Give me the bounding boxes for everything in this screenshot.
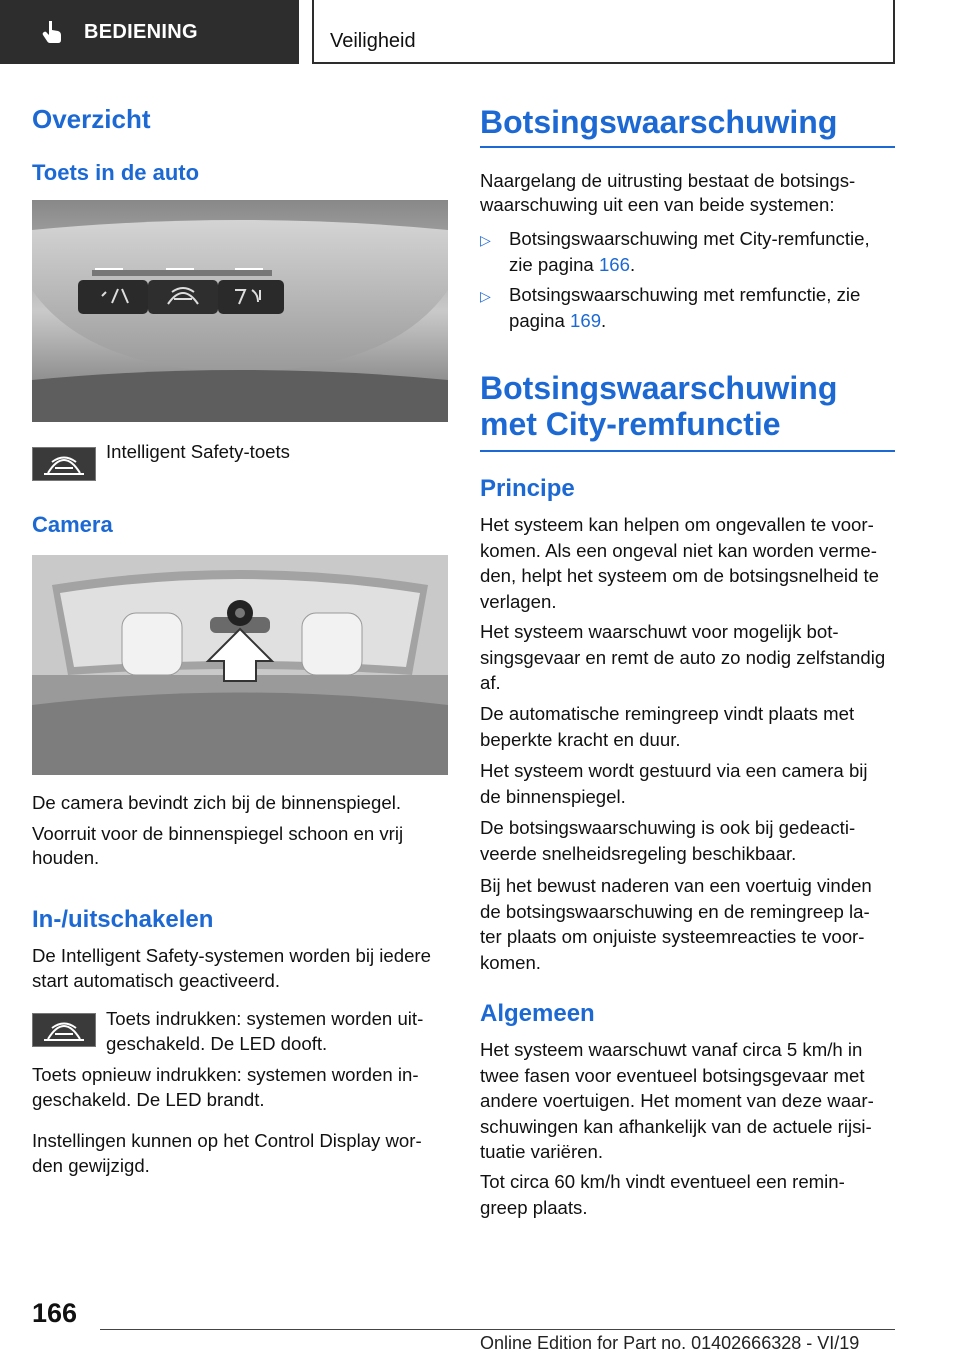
pr6-line: Bij het bewust naderen van een voertuig vinden: [480, 875, 872, 896]
pointing-hand-icon: [42, 20, 64, 44]
heading-rule: [480, 146, 895, 148]
chapter-header: [312, 0, 895, 64]
al1-line: tuatie variëren.: [480, 1141, 603, 1162]
bullet-1-dot: .: [629, 254, 636, 275]
list-item: [480, 226, 900, 278]
edition-text: Online Edition for Part no. 01402666328 - VI/19: [480, 1333, 860, 1353]
inuit-text-2b: geschakeld. De LED brandt.: [32, 1089, 265, 1110]
list-item: [480, 282, 900, 334]
bullet-1-line-b: [509, 252, 899, 278]
camera-text-2a: Voorruit voor de binnenspiegel schoon en vrij: [32, 823, 404, 844]
camera-photo: [32, 555, 448, 775]
pr5-line: De botsingswaarschuwing is ook bij gedeacti-: [480, 817, 856, 838]
heading-overzicht: Overzicht: [32, 104, 151, 134]
heading-rule: [480, 450, 895, 452]
camera-text-1: De camera bevindt zich bij de binnenspiegel.: [32, 792, 401, 813]
page-number: 166: [32, 1298, 78, 1328]
inuit-text-3b: den gewijzigd.: [32, 1155, 150, 1176]
pr6-line: de botsingswaarschuwing en de remingreep la-: [480, 900, 870, 922]
inuit-text-1a: De Intelligent Safety-systemen worden bij iedere: [32, 945, 431, 966]
section-title: BEDIENING: [84, 20, 198, 43]
bullet-1-prefix: zie pagina: [509, 254, 599, 275]
pr1-line: verlagen.: [480, 590, 557, 612]
pr4-line: de binnenspiegel.: [480, 785, 626, 807]
heading-city-a: Botsingswaarschuwing: [480, 370, 838, 406]
pr1-line: den, helpt het systeem om de botsingsnelheid te: [480, 565, 879, 586]
intro-text-b: waarschuwing uit een van beide systemen:: [480, 194, 835, 215]
bullet-2-dot: .: [601, 310, 607, 331]
heading-botsingswaarschuwing: Botsingswaarschuwing: [480, 104, 838, 140]
pr5-line: veerde snelheidsregeling beschikbaar.: [480, 842, 797, 864]
pr2-line: singsgevaar en remt de auto zo nodig zelfstandig: [480, 646, 886, 668]
heading-city-b: met City-remfunctie: [480, 406, 781, 442]
heading-in-uit: In-/uitschakelen: [32, 906, 214, 933]
inuit-icon-text-b: geschakeld. De LED dooft.: [106, 1033, 328, 1054]
bullet-2-line-b: [509, 308, 899, 334]
footer-rule: [100, 1329, 895, 1330]
intro-text-a: Naargelang de uitrusting bestaat de botsings-: [480, 170, 856, 191]
chapter-title: Veiligheid: [330, 30, 416, 52]
al1-line: twee fasen voor eventueel botsingsgevaar met: [480, 1064, 865, 1086]
button-panel-photo: [32, 200, 448, 422]
heading-algemeen: Algemeen: [480, 1000, 595, 1027]
al1-line: Het systeem waarschuwt vanaf circa 5 km/h in: [480, 1039, 863, 1060]
page-link-169[interactable]: 169: [570, 310, 602, 331]
al1-line: schuwingen kan afhankelijk van de actuele rijsi-: [480, 1115, 872, 1137]
page-link-166[interactable]: 166: [598, 254, 630, 275]
pr3-line: beperkte kracht en duur.: [480, 728, 681, 750]
inuit-text-2a: Toets opnieuw indrukken: systemen worden in-: [32, 1064, 419, 1085]
bullet-2-line-a: Botsingswaarschuwing met remfunctie, zie: [509, 284, 861, 305]
bullet-2-prefix: pagina: [509, 310, 571, 331]
camera-text-2b: houden.: [32, 847, 100, 868]
pr2-line: Het systeem waarschuwt voor mogelijk bot-: [480, 621, 839, 642]
safety-button-icon: [32, 447, 96, 481]
al2-line: greep plaats.: [480, 1196, 588, 1218]
pr6-line: ter plaats om onjuiste systeemreacties te voor-: [480, 926, 865, 947]
pr2-line: af.: [480, 672, 501, 693]
heading-toets: Toets in de auto: [32, 160, 200, 185]
pr6-line: komen.: [480, 951, 541, 973]
safety-button-icon-2: [32, 1013, 96, 1047]
al2-line: Tot circa 60 km/h vindt eventueel een remin-: [480, 1171, 845, 1192]
pr1-line: Het systeem kan helpen om ongevallen te voor-: [480, 514, 874, 535]
pr4-line: Het systeem wordt gestuurd via een camera bij: [480, 760, 868, 781]
inuit-icon-text-a: Toets indrukken: systemen worden uit-: [106, 1008, 424, 1029]
pr1-line: komen. Als een ongeval niet kan worden verme-: [480, 539, 877, 561]
heading-principe: Principe: [480, 475, 575, 502]
section-tab: [0, 0, 299, 64]
heading-camera: Camera: [32, 512, 113, 537]
inuit-text-3a: Instellingen kunnen op het Control Display wor-: [32, 1130, 422, 1151]
inuit-text-1b: start automatisch geactiveerd.: [32, 970, 281, 991]
triangle-bullet-icon: ▷: [480, 288, 491, 304]
bullet-1-line-a: Botsingswaarschuwing met City-remfunctie,: [509, 228, 870, 249]
triangle-bullet-icon: ▷: [480, 232, 491, 248]
icon-caption: Intelligent Safety-toets: [106, 441, 290, 462]
al1-line: andere voertuigen. Het moment van deze waar-: [480, 1090, 874, 1111]
pr3-line: De automatische remingreep vindt plaats met: [480, 703, 855, 724]
